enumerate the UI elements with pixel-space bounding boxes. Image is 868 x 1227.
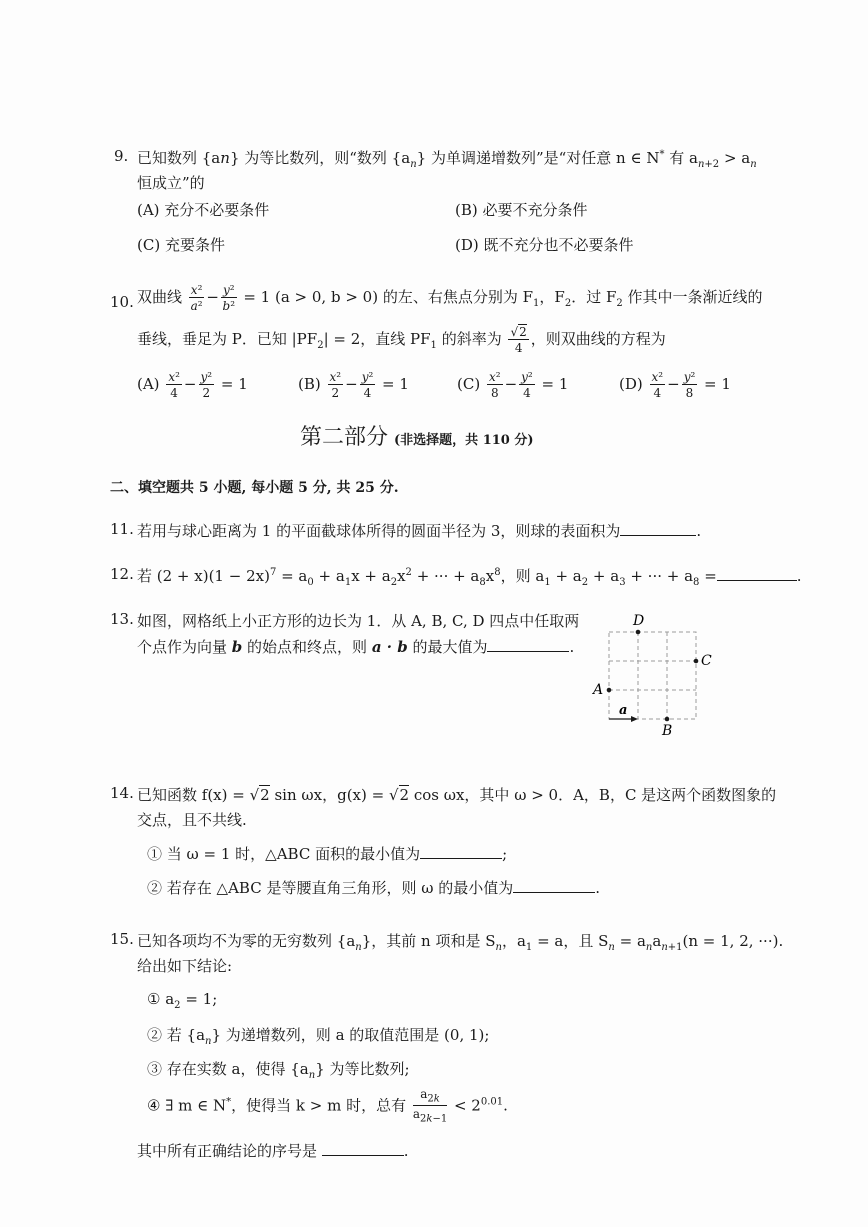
- option-a: (A) 充分不必要条件: [137, 201, 270, 219]
- option-c: (C) $\frac{\text{x²}}{8}$ − $\frac{\text{y²}}{4}$ = 1: [457, 370, 569, 400]
- label-a: A: [593, 682, 604, 698]
- sub-question-1: ① 当 ω = 1 时，△ABC 面积的最小值为 ;: [147, 845, 508, 863]
- sub-question-2: ② 若存在 △ABC 是等腰直角三角形，则 ω 的最小值为 .: [147, 879, 601, 897]
- option-b: (B) $\frac{\text{x²}}{2}$ − $\frac{\text{y²}}{4}$ = 1: [298, 370, 409, 400]
- conclusion-4: ④ ∃ m ∈ N*，使得当 k > m 时，总有 $\frac{a_{2k}}{a_{2k-1}}$ < $2^{0.01}$.: [147, 1087, 508, 1125]
- option-d: (D) $\frac{\text{x²}}{4}$ − $\frac{\text{y²}}{8}$ = 1: [619, 370, 731, 400]
- label-vector-a: a: [619, 703, 628, 718]
- question-number: 15.: [110, 930, 134, 948]
- answer-blank[interactable]: [513, 880, 595, 893]
- option-d: (D) 既不充分也不必要条件: [455, 236, 634, 254]
- question-stem: 若用与球心距离为 1 的平面截球体所得的圆面半径为 3，则球的表面积为 .: [137, 522, 702, 540]
- question-stem-line2: 垂线，垂足为 P．已知 $|PF_2| = 2$，直线 $PF_1$ 的斜率为 $\frac{√2}{4}$ ，则双曲线的方程为: [137, 325, 666, 355]
- option-b: (B) 必要不充分条件: [455, 201, 588, 219]
- question-number: 13.: [110, 610, 134, 628]
- question-stem: 已知各项均不为零的无穷数列 $\{a_n\}$，其前 n 项和是 $S_n$，$a_1 = a$，且 $S_n = a_na_{n+1}(n = 1$, 2, ···).: [137, 932, 784, 953]
- question-number: 9.: [114, 147, 129, 165]
- question-stem-line2: 给出如下结论:: [137, 957, 233, 975]
- grid-figure: [585, 612, 725, 742]
- question-stem-line2: 个点作为向量 b 的始点和终点，则 a · b 的最大值为 .: [137, 638, 575, 656]
- answer-blank[interactable]: [420, 846, 502, 859]
- question-stem: 双曲线 $\frac{\text{x²}}{\text{a²}}$ − $\frac{\text{y²}}{\text{b²}}$ = 1 (a > 0, b > 0) 的左、右焦点分别为 $F_1$，$F_2$．过 $F_2$ 作其中一条渐近线的: [137, 283, 763, 313]
- question-number: 11.: [110, 520, 134, 538]
- part-title: 第二部分 (非选择题，共 110 分): [300, 425, 534, 450]
- point-d: [636, 630, 641, 635]
- label-d: D: [633, 613, 645, 629]
- question-stem: 已知数列 {an} 为等比数列，则“数列 $\{a_n\}$ 为单调递增数列”是“对任意 n ∈ N* 有 $a_{n+2} > a_n$: [137, 149, 757, 170]
- conclusion-1: ① $a_2 = 1$;: [147, 990, 218, 1011]
- conclusion-3: ③ 存在实数 a，使得 $\{a_n\}$ 为等比数列;: [147, 1060, 410, 1081]
- point-a: [607, 688, 612, 693]
- answer-blank[interactable]: [487, 639, 569, 652]
- label-c: C: [701, 653, 712, 669]
- question-number: 10.: [110, 293, 134, 311]
- answer-blank[interactable]: [717, 568, 797, 581]
- option-a: (A) $\frac{\text{x²}}{4}$ − $\frac{\text{y²}}{2}$ = 1: [137, 370, 248, 400]
- point-c: [694, 659, 699, 664]
- label-b: B: [662, 723, 673, 739]
- question-stem-line2: 恒成立”的: [137, 174, 205, 192]
- section-heading: 二、填空题共 5 小题, 每小题 5 分, 共 25 分.: [110, 480, 399, 496]
- option-c: (C) 充要条件: [137, 236, 225, 254]
- vector-a-arrowhead: [631, 716, 638, 722]
- final-prompt: 其中所有正确结论的序号是 .: [137, 1142, 409, 1160]
- answer-blank[interactable]: [620, 523, 696, 536]
- question-number: 12.: [110, 565, 134, 583]
- question-number: 14.: [110, 784, 134, 802]
- question-stem-line2: 交点，且不共线.: [137, 811, 247, 829]
- conclusion-2: ② 若 $\{a_n\}$ 为递增数列，则 a 的取值范围是 (0, 1);: [147, 1026, 490, 1047]
- question-stem: 已知函数 f(x) = √2 sin ωx，g(x) = √2 cos ωx，其中 ω > 0．A，B，C 是这两个函数图象的: [137, 786, 777, 804]
- question-stem: 若 $(2 + x)(1 - 2x)^7 = a_0 + a_1x + a_2x^2$ + ··· + $a_8x^8$，则 $a_1 + a_2 + a_3$ + ··· + $a_8$ = .: [137, 567, 802, 588]
- question-stem: 如图，网格纸上小正方形的边长为 1．从 A, B, C, D 四点中任取两: [137, 612, 580, 630]
- answer-blank[interactable]: [322, 1143, 404, 1156]
- point-b: [665, 717, 670, 722]
